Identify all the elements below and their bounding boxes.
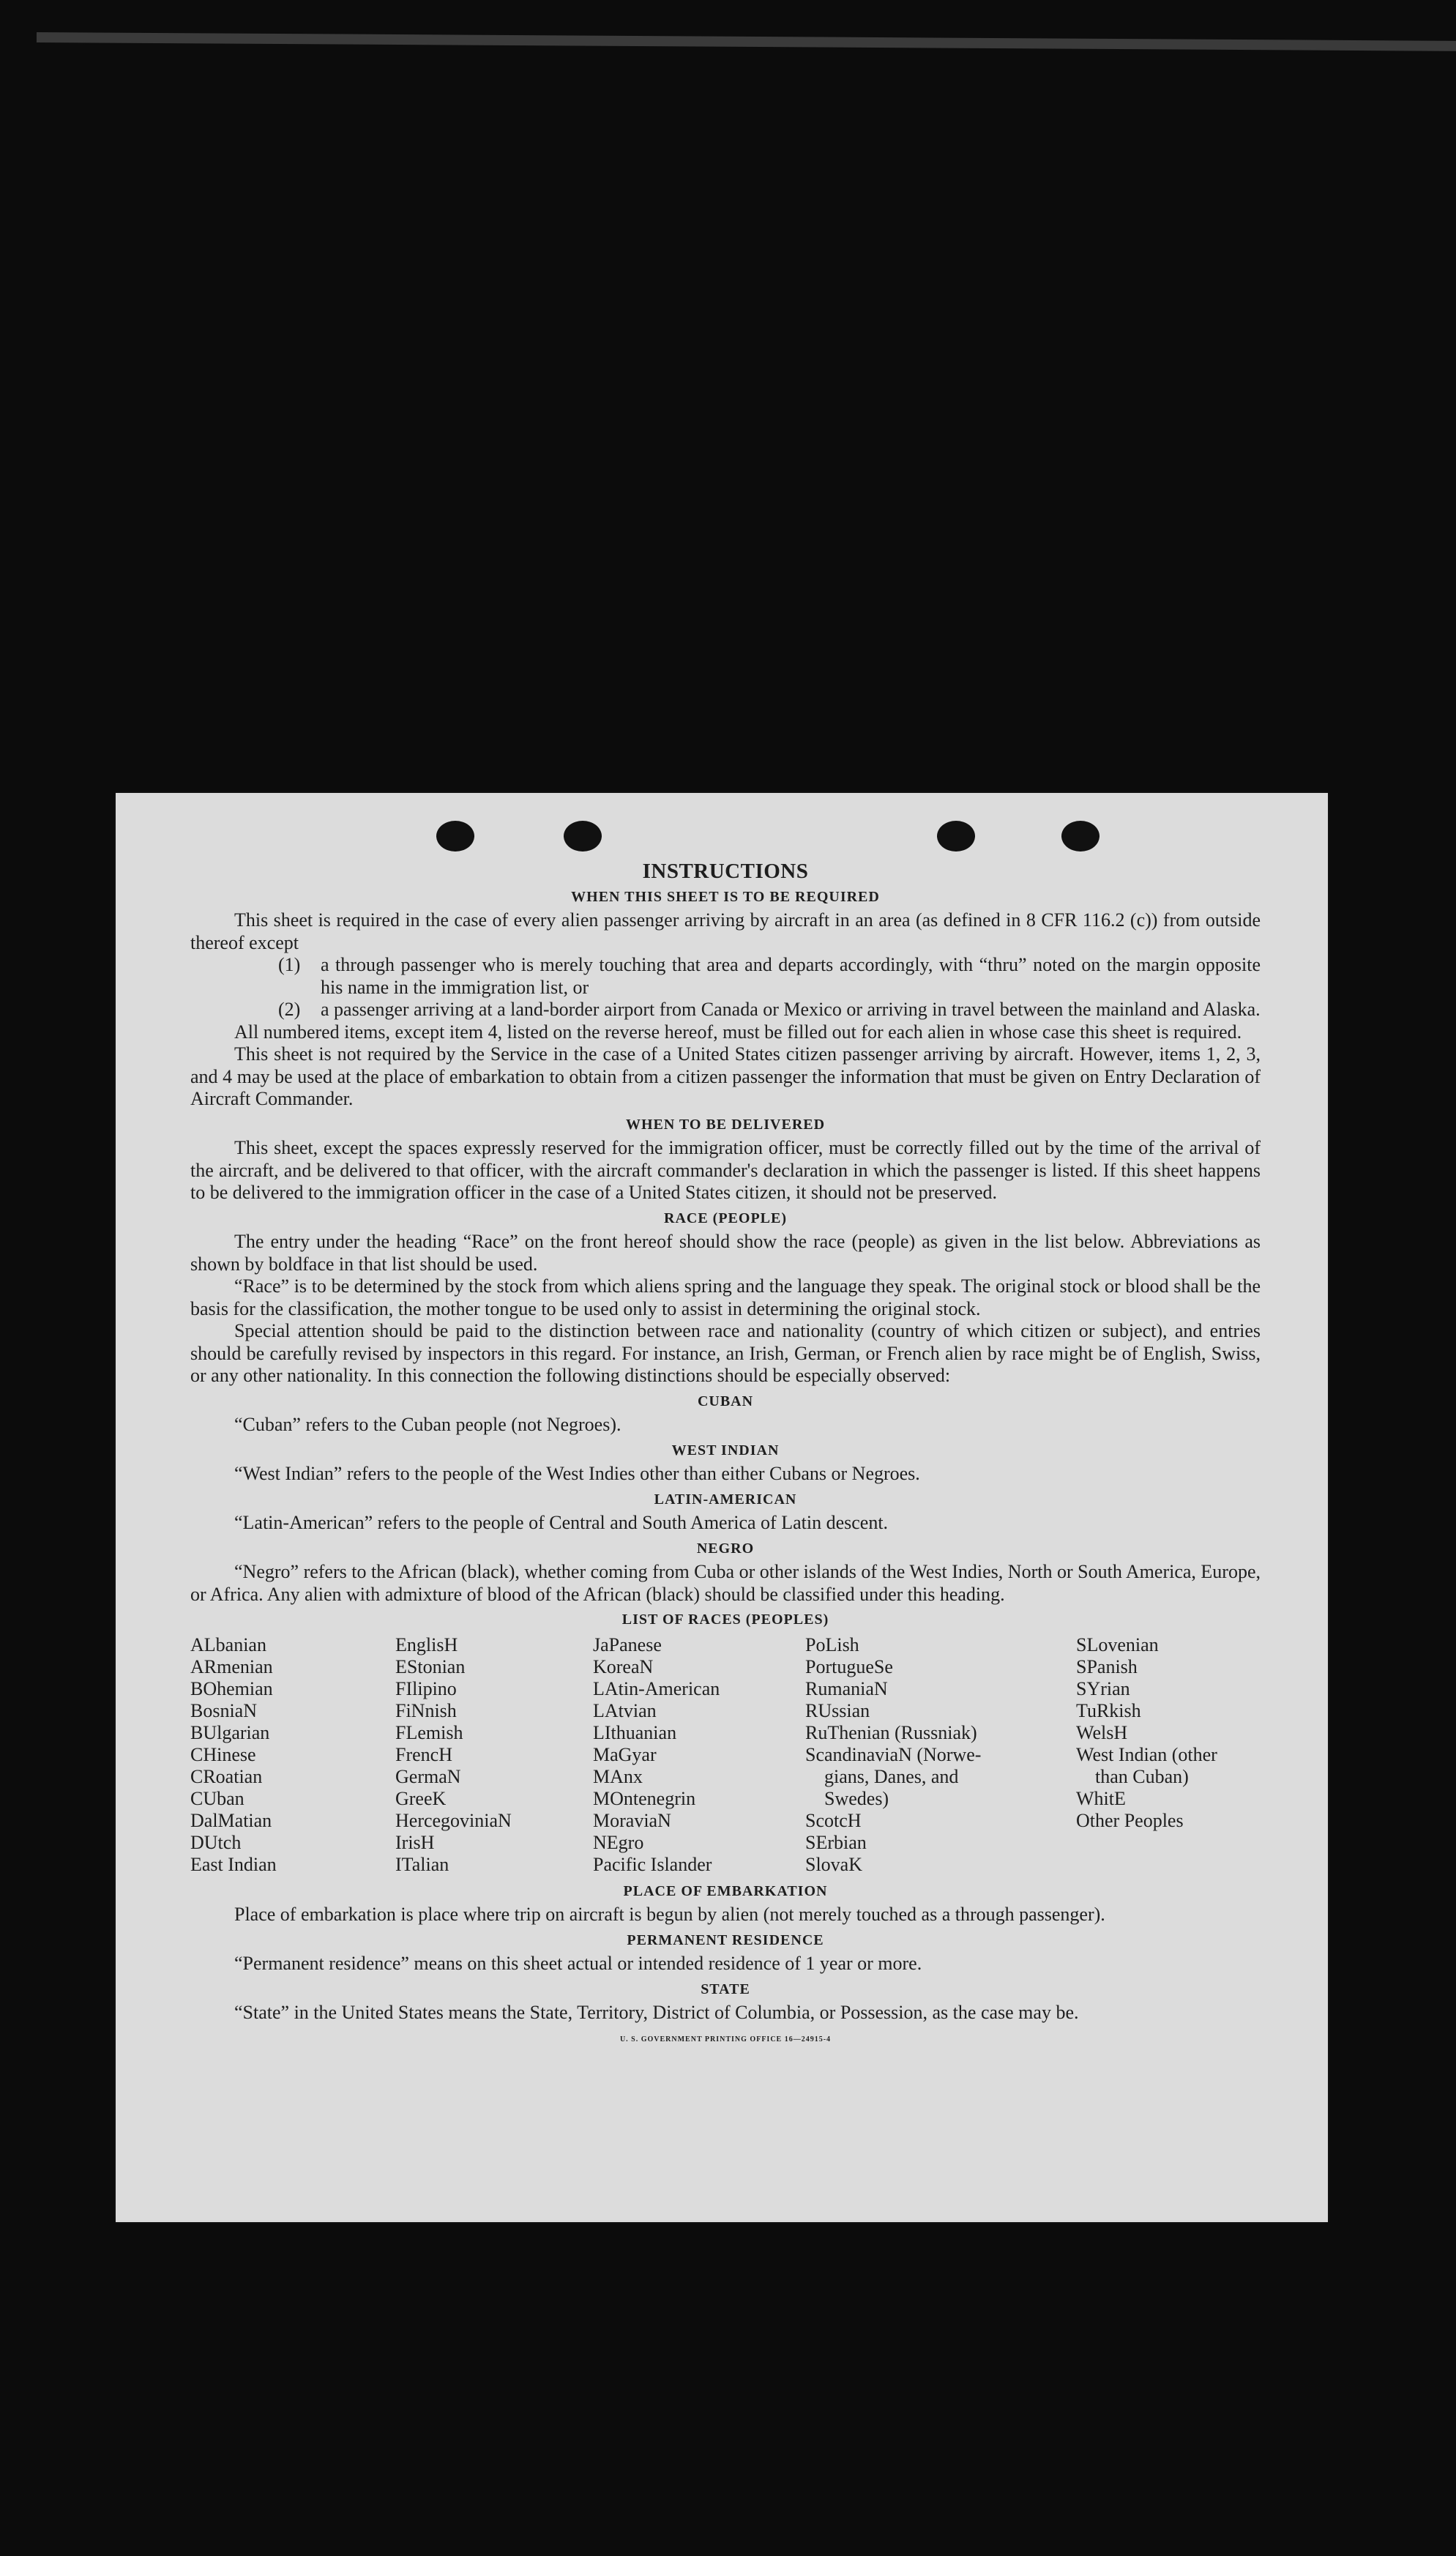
race-entry: Swedes): [824, 1787, 889, 1809]
race-entry: FLemish: [395, 1721, 463, 1743]
paragraph: The entry under the heading “Race” on the front hereof should show the race (people) as given in the list below. Abbreviations as shown by boldface in that list should be used.: [190, 1231, 1261, 1275]
race-entry: SYrian: [1076, 1677, 1130, 1699]
race-column: [190, 1634, 395, 1876]
race-entry: RuThenian (Russniak): [805, 1721, 977, 1743]
race-entry: DUtch: [190, 1831, 242, 1853]
race-entry: CUban: [190, 1787, 244, 1809]
paragraph: “Latin-American” refers to the people of Central and South America of Latin descent.: [234, 1512, 889, 1533]
race-entry: RUssian: [805, 1699, 870, 1721]
race-entry: MAnx: [593, 1765, 643, 1787]
paragraph: “Cuban” refers to the Cuban people (not Negroes).: [234, 1414, 621, 1435]
exception-item: [278, 999, 1261, 1021]
race-entry: ScandinaviaN (Norwe-: [805, 1743, 982, 1765]
race-entry: West Indian (other: [1076, 1743, 1217, 1765]
race-column: [1076, 1634, 1266, 1876]
section-heading: CUBAN: [697, 1393, 754, 1409]
paragraph: “Negro” refers to the African (black), whether coming from Cuba or other islands of the West Indies, North or South America, Europe, or Africa. Any alien with admixture of blood of the African (black) should be classified under this heading.: [190, 1561, 1261, 1605]
paragraph: “Race” is to be determined by the stock from which aliens spring and the language they speak. The original stock or blood shall be the basis for the classification, the mother tongue to be used only to assist in determining the original stock.: [190, 1275, 1261, 1319]
race-entry: SErbian: [805, 1831, 867, 1853]
race-entry: KoreaN: [593, 1655, 654, 1677]
paragraph: “State” in the United States means the State, Territory, District of Columbia, or Possession, as the case may be.: [234, 2002, 1079, 2023]
race-entry: ALbanian: [190, 1633, 266, 1655]
instructions-content: [190, 860, 1261, 2051]
paragraph: “West Indian” refers to the people of the West Indies other than either Cubans or Negroes.: [234, 1463, 920, 1484]
paragraph: This sheet, except the spaces expressly reserved for the immigration officer, must be correctly filled out by the time of the arrival of the aircraft, and be delivered to that officer, with the aircraft commander's declaration in which the passenger is listed. If this sheet happens to be delivered to the immigration officer in the case of a United States citizen, it should not be preserved.: [190, 1137, 1261, 1203]
race-entry: EStonian: [395, 1655, 466, 1677]
section-heading: NEGRO: [696, 1540, 755, 1557]
paragraph: Special attention should be paid to the distinction between race and nationality (country of which citizen or subject), and entries should be carefully revised by inspectors in this regard. For instance, an Irish, German, or French alien by race might be of English, Swiss, or any other nationality. In this connection the following distinctions should be especially observed:: [190, 1320, 1261, 1386]
race-entry: CHinese: [190, 1743, 256, 1765]
race-entry: LAtin-American: [593, 1677, 720, 1699]
race-entry: SLovenian: [1076, 1633, 1159, 1655]
exception-item: [278, 954, 1261, 999]
race-list: [190, 1634, 1261, 1876]
punch-hole: [937, 821, 975, 852]
race-entry: WelsH: [1076, 1721, 1128, 1743]
section-heading: PLACE OF EMBARKATION: [623, 1882, 828, 1899]
race-entry: ScotcH: [805, 1809, 862, 1831]
race-entry: BOhemian: [190, 1677, 273, 1699]
document-sheet: [116, 793, 1328, 2222]
paragraph: “Permanent residence” means on this sheet actual or intended residence of 1 year or more.: [234, 1953, 922, 1974]
race-column: [593, 1634, 805, 1876]
punch-hole: [1061, 821, 1100, 852]
item-number: (1): [278, 954, 301, 975]
race-entry: NEgro: [593, 1831, 644, 1853]
race-entry: TuRkish: [1076, 1699, 1141, 1721]
paragraph: This sheet is not required by the Service in the case of a United States citizen passenger arriving by aircraft. However, items 1, 2, 3, and 4 may be used at the place of embarkation to obtain from a citizen passenger the information that must be given on Entry Declaration of Aircraft Commander.: [190, 1043, 1261, 1109]
race-entry: gians, Danes, and: [824, 1765, 959, 1787]
race-entry: DalMatian: [190, 1809, 272, 1831]
section-heading: PERMANENT RESIDENCE: [627, 1931, 824, 1948]
race-entry: ITalian: [395, 1853, 449, 1875]
section-heading: WHEN THIS SHEET IS TO BE REQUIRED: [571, 888, 880, 905]
race-entry: ARmenian: [190, 1655, 273, 1677]
race-entry: SlovaK: [805, 1853, 862, 1875]
race-entry: BUlgarian: [190, 1721, 270, 1743]
race-entry: PortugueSe: [805, 1655, 893, 1677]
race-entry: GreeK: [395, 1787, 447, 1809]
item-text: a through passenger who is merely touching that area and departs accordingly, with “thru” noted on the margin opposite his name in the immigration list, or: [321, 954, 1261, 998]
section-heading: WHEN TO BE DELIVERED: [625, 1116, 826, 1133]
race-entry: WhitE: [1076, 1787, 1126, 1809]
item-text: a passenger arriving at a land-border airport from Canada or Mexico or arriving in travel between the mainland and Alaska.: [321, 999, 1261, 1020]
race-entry: SPanish: [1076, 1655, 1138, 1677]
section-heading: LIST OF RACES (PEOPLES): [621, 1612, 829, 1628]
race-entry: MOntenegrin: [593, 1787, 696, 1809]
race-entry: LIthuanian: [593, 1721, 677, 1743]
race-column: [395, 1634, 593, 1876]
race-entry: MaGyar: [593, 1743, 657, 1765]
race-entry: CRoatian: [190, 1765, 263, 1787]
race-entry: GermaN: [395, 1765, 461, 1787]
punch-hole: [436, 821, 474, 852]
race-entry: LAtvian: [593, 1699, 657, 1721]
race-entry: IrisH: [395, 1831, 435, 1853]
race-entry: than Cuban): [1095, 1765, 1189, 1787]
race-column: [805, 1634, 1076, 1876]
race-entry: Pacific Islander: [593, 1853, 712, 1875]
race-entry: East Indian: [190, 1853, 277, 1875]
race-entry: PoLish: [805, 1633, 859, 1655]
paragraph: Place of embarkation is place where trip on aircraft is begun by alien (not merely touched as a through passenger).: [234, 1904, 1105, 1925]
race-entry: MoraviaN: [593, 1809, 671, 1831]
paragraph: This sheet is required in the case of every alien passenger arriving by aircraft in an area (as defined in 8 CFR 116.2 (c)) from outside thereof except: [190, 909, 1261, 953]
section-heading: LATIN-AMERICAN: [654, 1491, 797, 1508]
printer-imprint: U. S. GOVERNMENT PRINTING OFFICE 16—24915-4: [619, 2035, 832, 2043]
section-heading: STATE: [701, 1981, 750, 1997]
film-edge-line: [37, 32, 1456, 51]
document-title: INSTRUCTIONS: [642, 860, 809, 883]
punch-hole: [564, 821, 602, 852]
race-entry: HercegoviniaN: [395, 1809, 512, 1831]
race-entry: BosniaN: [190, 1699, 257, 1721]
section-heading: WEST INDIAN: [671, 1442, 780, 1458]
race-entry: FrencH: [395, 1743, 452, 1765]
race-entry: FIlipino: [395, 1677, 457, 1699]
race-entry: Other Peoples: [1076, 1809, 1184, 1831]
section-heading: RACE (PEOPLE): [664, 1210, 787, 1226]
race-entry: RumaniaN: [805, 1677, 888, 1699]
race-entry: EnglisH: [395, 1633, 458, 1655]
paragraph: All numbered items, except item 4, listed on the reverse hereof, must be filled out for each alien in whose case this sheet is required.: [234, 1021, 1242, 1043]
race-entry: JaPanese: [593, 1633, 662, 1655]
race-entry: FiNnish: [395, 1699, 457, 1721]
item-number: (2): [278, 999, 301, 1020]
